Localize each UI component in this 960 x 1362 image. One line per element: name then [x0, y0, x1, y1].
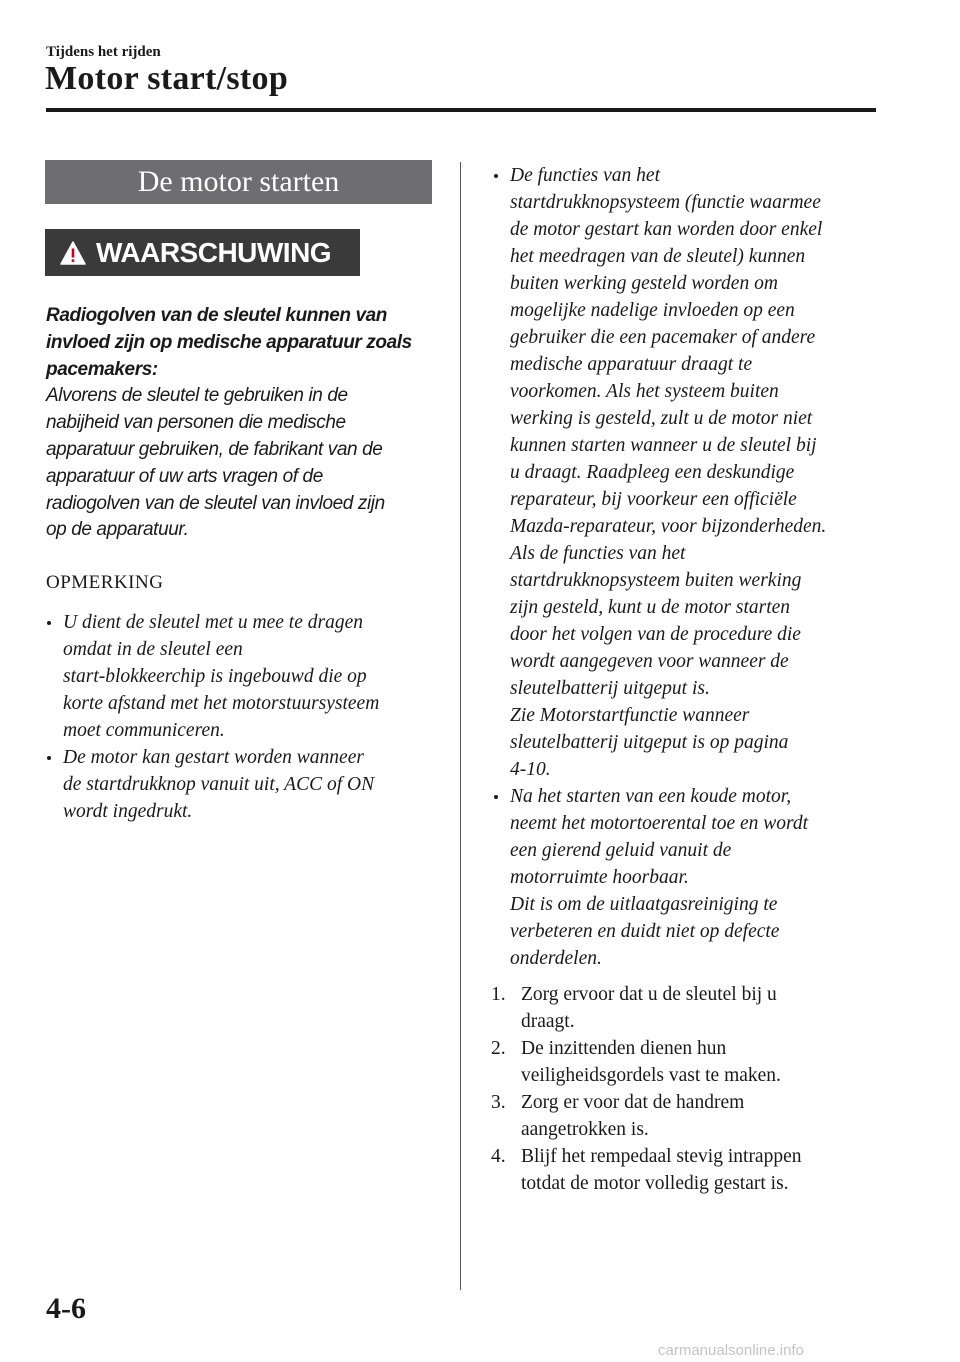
warning-text-line: apparatuur of uw arts vragen of de	[46, 465, 323, 487]
note-line: motorruimte hoorbaar.	[510, 867, 689, 888]
column-divider	[460, 162, 461, 1290]
watermark-text: carmanualsonline.info	[658, 1342, 804, 1359]
note-line: de startdrukknop vanuit uit, ACC of ON	[63, 774, 375, 795]
note-line: Als de functies van het	[510, 543, 686, 564]
note-line: start-blokkeerchip is ingebouwd die op	[63, 666, 367, 687]
step-line: veiligheidsgordels vast te maken.	[521, 1065, 781, 1086]
step-line: Zorg er voor dat de handrem	[521, 1092, 745, 1113]
step-number: 1.	[491, 984, 506, 1005]
note-line: U dient de sleutel met u mee te dragen	[63, 612, 363, 633]
warning-text-line: Alvorens de sleutel te gebruiken in de	[46, 385, 348, 407]
step-line: draagt.	[521, 1011, 575, 1032]
page-number: 4-6	[46, 1292, 86, 1325]
note-line: verbeteren en duidt niet op defecte	[510, 921, 780, 942]
note-line: startdrukknopsysteem (functie waarmee	[510, 192, 821, 213]
warning-text-line: op de apparatuur.	[46, 519, 189, 541]
step-line: Blijf het rempedaal stevig intrappen	[521, 1146, 802, 1167]
note-line: buiten werking gesteld worden om	[510, 273, 778, 294]
note-line: een gierend geluid vanuit de	[510, 840, 732, 861]
note-line: de motor gestart kan worden door enkel	[510, 219, 823, 240]
note-line: Dit is om de uitlaatgasreiniging te	[510, 894, 778, 915]
note-line: neemt het motortoerental toe en wordt	[510, 813, 809, 834]
warning-bold-line: pacemakers:	[46, 358, 158, 380]
note-line: sleutelbatterij uitgeput is op pagina	[510, 732, 789, 753]
note-line: Mazda-reparateur, voor bijzonderheden.	[510, 516, 827, 537]
bullet-dot-icon	[494, 795, 498, 799]
note-line: u draagt. Raadpleeg een deskundige	[510, 462, 795, 483]
note-line: gebruiker die een pacemaker of andere	[510, 327, 816, 348]
note-line: voorkomen. Als het systeem buiten	[510, 381, 779, 402]
warning-bold-line: Radiogolven van de sleutel kunnen van	[46, 305, 388, 326]
warning-text-line: nabijheid van personen die medische	[46, 412, 346, 434]
section-title: De motor starten	[45, 160, 432, 204]
step-line: De inzittenden dienen hun	[521, 1038, 727, 1059]
note-line: wordt ingedrukt.	[63, 801, 193, 822]
note-line: omdat in de sleutel een	[63, 639, 243, 660]
warning-text-line: apparatuur gebruiken, de fabrikant van de	[46, 438, 383, 460]
note-list-left	[46, 609, 446, 825]
note-line: 4-10.	[510, 759, 551, 780]
step-line: totdat de motor volledig gestart is.	[521, 1173, 789, 1194]
steps-list	[491, 981, 881, 1197]
note-item	[46, 609, 446, 744]
warning-text-line: radiogolven van de sleutel van invloed zijn	[46, 492, 385, 514]
note-line: De functies van het	[510, 165, 660, 186]
note-line: werking is gesteld, zult u de motor niet	[510, 408, 813, 429]
note-line: wordt aangegeven voor wanneer de	[510, 651, 789, 672]
note-line: het meedragen van de sleutel) kunnen	[510, 246, 806, 267]
breadcrumb: Tijdens het rijden	[46, 44, 161, 60]
note-line: reparateur, bij voorkeur een officiële	[510, 489, 797, 510]
warning-label: WAARSCHUWING	[96, 236, 332, 268]
note-line: onderdelen.	[510, 948, 602, 969]
note-item	[46, 744, 446, 825]
warning-text	[46, 303, 446, 544]
step-number: 4.	[491, 1146, 506, 1167]
step-item	[491, 1089, 881, 1143]
bullet-dot-icon	[494, 174, 498, 178]
note-line: startdrukknopsysteem buiten werking	[510, 570, 802, 591]
step-number: 2.	[491, 1038, 506, 1059]
chapter-title: Motor start/stop	[45, 60, 289, 97]
note-line: moet communiceren.	[63, 720, 225, 741]
note-line: sleutelbatterij uitgeput is.	[510, 678, 710, 699]
note-item	[493, 162, 883, 783]
warning-banner	[45, 229, 360, 276]
note-line: medische apparatuur draagt te	[510, 354, 753, 375]
step-item	[491, 981, 881, 1035]
step-line: Zorg ervoor dat u de sleutel bij u	[521, 984, 777, 1005]
note-line: Zie Motorstartfunctie wanneer	[510, 705, 750, 726]
step-item	[491, 1143, 881, 1197]
note-line: kunnen starten wanneer u de sleutel bij	[510, 435, 817, 456]
warning-bold-line: invloed zijn op medische apparatuur zoals	[46, 331, 412, 353]
note-line: korte afstand met het motorstuursysteem	[63, 693, 380, 714]
note-line: De motor kan gestart worden wanneer	[63, 747, 364, 768]
note-item	[493, 783, 883, 972]
note-line: Na het starten van een koude motor,	[510, 786, 792, 807]
step-item	[491, 1035, 881, 1089]
bullet-dot-icon	[47, 756, 51, 760]
note-list-right	[493, 162, 883, 972]
header-rule	[46, 108, 876, 112]
note-line: zijn gesteld, kunt u de motor starten	[510, 597, 791, 618]
steps-section	[491, 981, 881, 1197]
bullet-dot-icon	[47, 621, 51, 625]
note-line: mogelijke nadelige invloeden op een	[510, 300, 795, 321]
step-number: 3.	[491, 1092, 506, 1113]
warning-triangle-icon	[60, 241, 86, 265]
note-heading: OPMERKING	[46, 572, 164, 593]
note-line: door het volgen van de procedure die	[510, 624, 801, 645]
step-line: aangetrokken is.	[521, 1119, 649, 1140]
